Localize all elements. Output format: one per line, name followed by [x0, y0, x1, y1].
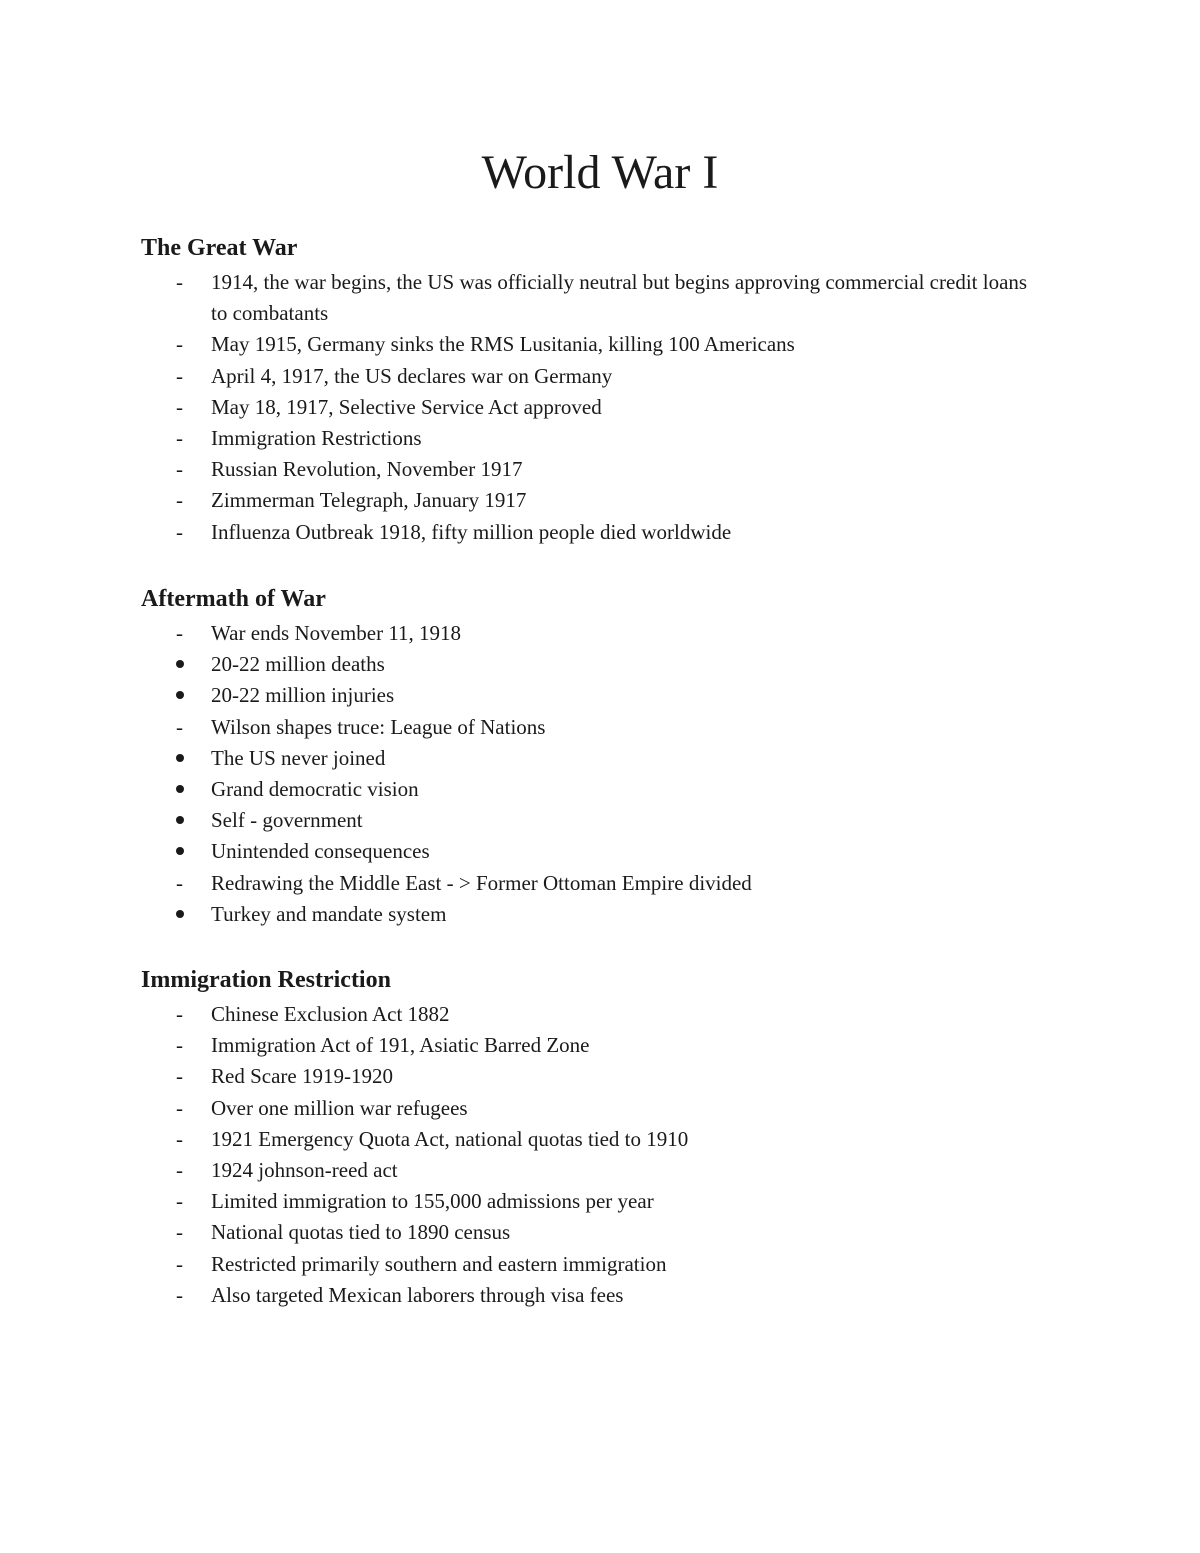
list-item: [141, 1249, 1041, 1280]
bullet-dash-icon: [176, 1124, 196, 1155]
bullet-dash-icon: [176, 868, 196, 899]
bullet-dash-icon: [176, 1217, 196, 1248]
bullet-dash-icon: [176, 454, 196, 485]
bullet-dash-icon: [176, 999, 196, 1030]
list-item-text: Zimmerman Telegraph, January 1917: [211, 488, 527, 513]
list-item-text: 1921 Emergency Quota Act, national quotas tied to 1910: [211, 1126, 689, 1151]
list-item-text: Immigration Act of 191, Asiatic Barred Zone: [211, 1033, 590, 1058]
list-item-text: War ends November 11, 1918: [211, 621, 462, 645]
list-item: [141, 618, 1041, 649]
list-item-text: The US never joined: [211, 745, 386, 770]
bullet-dash-icon: [176, 423, 196, 454]
list-item-text: Turkey and mandate system: [211, 901, 447, 926]
list-item-text: 1924 johnson-reed act: [211, 1158, 398, 1183]
bullet-list: [141, 618, 1041, 930]
list-item-text: 20-22 million deaths: [211, 652, 385, 677]
list-item: [141, 267, 1041, 329]
list-item-text: Chinese Exclusion Act 1882: [211, 1002, 450, 1026]
bullet-dash-icon: [176, 712, 196, 743]
list-item: [141, 999, 1041, 1030]
list-item: [141, 836, 1041, 867]
list-item-text: Influenza Outbreak 1918, fifty million people died worldwide: [211, 519, 732, 544]
list-item-text: Red Scare 1919-1920: [211, 1064, 393, 1089]
bullet-dash-icon: [176, 517, 196, 548]
list-item-text: Immigration Restrictions: [211, 426, 422, 451]
list-item-text: Wilson shapes truce: League of Nations: [211, 714, 546, 739]
list-item: [141, 712, 1041, 743]
list-item: [141, 1061, 1041, 1092]
bullet-dash-icon: [176, 618, 196, 649]
bullet-dash-icon: [176, 1155, 196, 1186]
list-item: [141, 1280, 1041, 1311]
list-item-text: Also targeted Mexican laborers through visa fees: [211, 1282, 624, 1307]
list-item-text: 20-22 million injuries: [211, 683, 395, 708]
list-item-text: Unintended consequences: [211, 839, 430, 864]
document-title: World War I: [481, 146, 719, 199]
list-item-text: Redrawing the Middle East - > Former Ottoman Empire divided: [211, 870, 752, 895]
list-item-text: April 4, 1917, the US declares war on Germany: [211, 363, 613, 388]
list-item: [141, 649, 1041, 680]
list-item-text: May 18, 1917, Selective Service Act approved: [211, 394, 602, 419]
list-item: [141, 1186, 1041, 1217]
bullet-dash-icon: [176, 1030, 196, 1061]
list-item: [141, 329, 1041, 360]
bullet-dash-icon: [176, 1280, 196, 1311]
bullet-list: [141, 999, 1041, 1311]
bullet-dash-icon: [176, 267, 196, 298]
bullet-dash-icon: [176, 1186, 196, 1217]
list-item: [141, 774, 1041, 805]
section-heading: The Great War: [141, 235, 298, 261]
list-item: [141, 454, 1041, 485]
list-item-text: National quotas tied to 1890 census: [211, 1220, 511, 1245]
list-item: [141, 868, 1041, 899]
list-item: [141, 743, 1041, 774]
section-heading: Aftermath of War: [141, 586, 326, 612]
bullet-dash-icon: [176, 392, 196, 423]
list-item: [141, 392, 1041, 423]
bullet-dash-icon: [176, 1249, 196, 1280]
list-item: [141, 805, 1041, 836]
list-item: [141, 899, 1041, 930]
list-item: [141, 680, 1041, 711]
bullet-dash-icon: [176, 1061, 196, 1092]
list-item-text: Russian Revolution, November 1917: [211, 457, 523, 482]
list-item: [141, 485, 1041, 516]
list-item: [141, 1124, 1041, 1155]
list-item-text: Limited immigration to 155,000 admissions per year: [211, 1189, 654, 1214]
bullet-dash-icon: [176, 361, 196, 392]
bullet-list: [141, 267, 1041, 548]
list-item-text: Self - government: [211, 808, 363, 833]
section-heading: Immigration Restriction: [141, 967, 391, 993]
section-the-great-war: [141, 232, 1041, 548]
list-item: [141, 1155, 1041, 1186]
list-item: [141, 1030, 1041, 1061]
list-item: [141, 423, 1041, 454]
section-aftermath-of-war: [141, 583, 1041, 930]
list-item: [141, 1217, 1041, 1248]
section-immigration-restriction: [141, 964, 1041, 1311]
list-item-text: Over one million war refugees: [211, 1095, 468, 1120]
list-item: [141, 1093, 1041, 1124]
list-item: [141, 361, 1041, 392]
list-item-text: Restricted primarily southern and eastern immigration: [211, 1251, 667, 1276]
bullet-dash-icon: [176, 329, 196, 360]
list-item-text: 1914, the war begins, the US was officially neutral but begins approving commercial credit loans to combatants: [211, 270, 1028, 326]
bullet-dash-icon: [176, 1093, 196, 1124]
list-item-text: Grand democratic vision: [211, 777, 419, 802]
list-item: [141, 517, 1041, 548]
bullet-dash-icon: [176, 485, 196, 516]
list-item-text: May 1915, Germany sinks the RMS Lusitania, killing 100 Americans: [211, 332, 795, 357]
